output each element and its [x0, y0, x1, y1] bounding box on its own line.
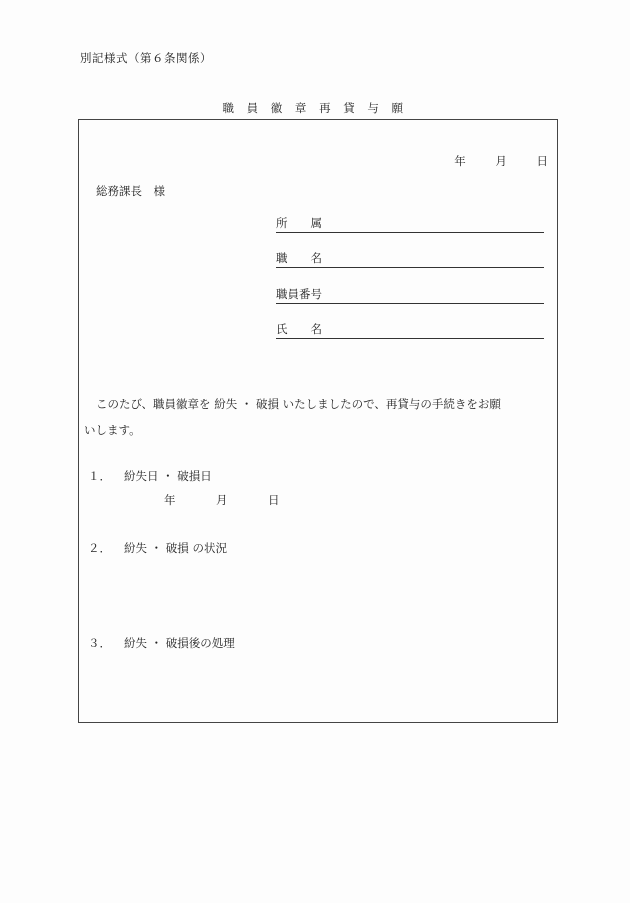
form-reference: 別記様式（第６条関係）: [80, 51, 212, 65]
item-text: 紛失 ・ 破損後の処理: [124, 636, 235, 650]
addressee: 総務課長 様: [96, 184, 165, 198]
employee-number-field[interactable]: [276, 289, 544, 304]
item-number: １．: [88, 469, 111, 483]
employee-number-label: 職員番号: [276, 287, 322, 301]
item-number: ３．: [88, 636, 111, 650]
item-text: 紛失日 ・ 破損日: [124, 469, 212, 483]
loss-date-line: [164, 492, 320, 508]
request-text-line1: このたび、職員徽章を 紛失 ・ 破損 いたしましたので、再貸与の手続きをお願: [96, 397, 501, 411]
request-text-line2: いします。: [84, 423, 141, 437]
loss-day-label: 日: [268, 493, 280, 507]
form-box: [78, 119, 558, 723]
date-year-label: 年: [454, 154, 466, 168]
affiliation-field[interactable]: [276, 218, 544, 233]
form-title: 職 員 徽 章 再 貸 与 願: [222, 101, 408, 115]
item-loss-date: [88, 468, 212, 484]
job-title-label: 職 名: [276, 251, 322, 265]
name-field[interactable]: [276, 324, 544, 339]
date-month-label: 月: [495, 154, 507, 168]
loss-month-label: 月: [216, 493, 228, 507]
date-line: [428, 153, 548, 169]
item-handling: [88, 635, 235, 651]
affiliation-label: 所 属: [276, 216, 322, 230]
job-title-field[interactable]: [276, 253, 544, 268]
item-text: 紛失 ・ 破損 の状況: [124, 541, 227, 555]
item-situation: [88, 540, 227, 556]
date-day-label: 日: [536, 154, 548, 168]
name-label: 氏 名: [276, 322, 322, 336]
item-number: ２．: [88, 541, 111, 555]
loss-year-label: 年: [164, 493, 176, 507]
